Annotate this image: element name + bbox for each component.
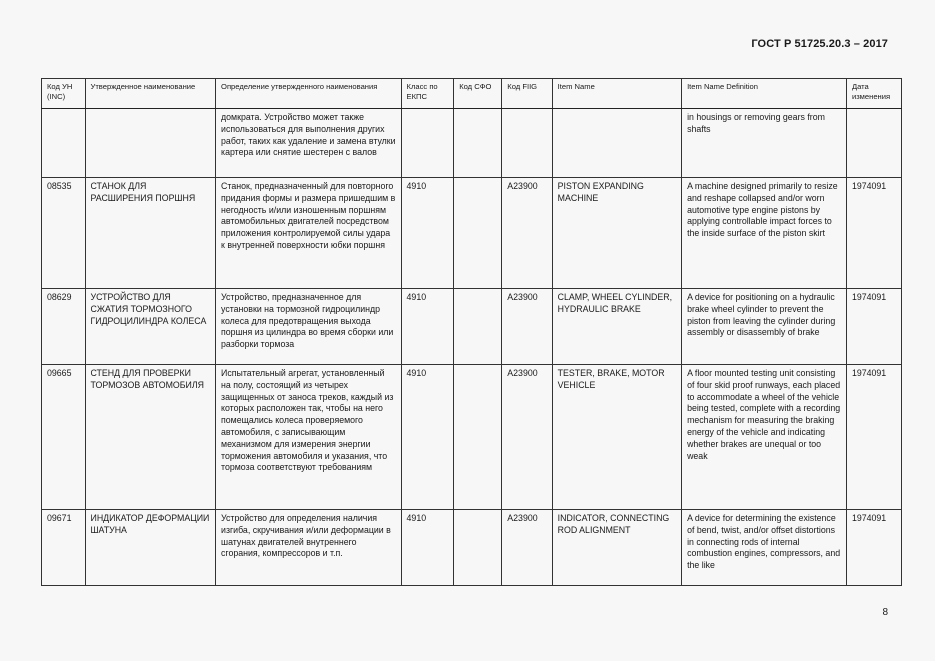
cell-code: 09665 (42, 365, 86, 510)
cell-item-name-definition: A device for positioning on a hydraulic brake wheel cylinder to prevent the piston from leaving the cylinder during assembly or disassembly of brake (682, 289, 847, 365)
header-name: Утвержденное наименование (85, 79, 216, 109)
cell-name (85, 109, 216, 178)
cell-definition: Устройство, предназначенное для установки на тормозной гидроцилиндр колеса для предотвращения выхода поршня из цилиндра во время сборки или разборки тормоза (216, 289, 402, 365)
header-definition: Определение утвержденного наименования (216, 79, 402, 109)
table-row (42, 178, 902, 289)
cell-item-name: PISTON EXPANDING MACHINE (552, 178, 681, 289)
header-date-changed: Дата изменения (846, 79, 901, 109)
cell-code-fiig: A23900 (502, 178, 552, 289)
document-title: ГОСТ Р 51725.20.3 – 2017 (751, 38, 888, 50)
cell-date-changed: 1974091 (846, 178, 901, 289)
cell-definition: домкрата. Устройство может также использоваться для выполнения других работ, таких как удаление и замена втулки картера или снятие шестерен с валов (216, 109, 402, 178)
cell-date-changed: 1974091 (846, 365, 901, 510)
cell-item-name-definition: in housings or removing gears from shafts (682, 109, 847, 178)
cell-code-fiig: A23900 (502, 289, 552, 365)
cell-date-changed (846, 109, 901, 178)
cell-definition: Испытательный агрегат, установленный на полу, состоящий из четырех защищенных от заноса треков, каждый из которых расположен так, чтобы на него помещались колеса проверяемого автомобиля, с записывающим механизмом для измерения энергии торможения автомобиля и указания, что тормоза соответствуют требованиям (216, 365, 402, 510)
cell-class-ekps: 4910 (401, 365, 454, 510)
cell-class-ekps: 4910 (401, 178, 454, 289)
cell-class-ekps (401, 109, 454, 178)
cell-date-changed: 1974091 (846, 510, 901, 586)
cell-item-name (552, 109, 681, 178)
table-row (42, 510, 902, 586)
cell-code-fiig (502, 109, 552, 178)
cell-code-fiig: A23900 (502, 365, 552, 510)
table-row (42, 289, 902, 365)
cell-item-name: INDICATOR, CONNECTING ROD ALIGNMENT (552, 510, 681, 586)
page-number: 8 (882, 607, 888, 618)
cell-code-sfo (454, 109, 502, 178)
cell-code-sfo (454, 510, 502, 586)
table-header-row (42, 79, 902, 109)
cell-item-name: TESTER, BRAKE, MOTOR VEHICLE (552, 365, 681, 510)
cell-code: 08535 (42, 178, 86, 289)
cell-code-sfo (454, 178, 502, 289)
cell-name: СТАНОК ДЛЯ РАСШИРЕНИЯ ПОРШНЯ (85, 178, 216, 289)
cell-name: ИНДИКАТОР ДЕФОРМАЦИИ ШАТУНА (85, 510, 216, 586)
classification-table (41, 78, 902, 586)
cell-class-ekps: 4910 (401, 510, 454, 586)
cell-item-name-definition: A device for determining the existence of bend, twist, and/or offset distortions in connecting rods of internal combustion engines, compressors, and the like (682, 510, 847, 586)
header-code-sfo: Код СФО (454, 79, 502, 109)
header-item-name: Item Name (552, 79, 681, 109)
cell-code (42, 109, 86, 178)
cell-name: УСТРОЙСТВО ДЛЯ СЖАТИЯ ТОРМОЗНОГО ГИДРОЦИЛИНДРА КОЛЕСА (85, 289, 216, 365)
header-class-ekps: Класс по ЕКПС (401, 79, 454, 109)
cell-code-fiig: A23900 (502, 510, 552, 586)
cell-name: СТЕНД ДЛЯ ПРОВЕРКИ ТОРМОЗОВ АВТОМОБИЛЯ (85, 365, 216, 510)
cell-code: 08629 (42, 289, 86, 365)
header-item-name-definition: Item Name Definition (682, 79, 847, 109)
cell-definition: Станок, предназначенный для повторного придания формы и размера пришедшим в негодность и/или изношенным поршням автомобильных двигателей посредством приложения контролируемой силы удара к внутренней поверхности юбки поршня (216, 178, 402, 289)
header-code-fiig: Код FIIG (502, 79, 552, 109)
cell-item-name: CLAMP, WHEEL CYLINDER, HYDRAULIC BRAKE (552, 289, 681, 365)
table-row (42, 109, 902, 178)
cell-date-changed: 1974091 (846, 289, 901, 365)
cell-item-name-definition: A machine designed primarily to resize and reshape collapsed and/or worn automotive type engine pistons by applying controllable impact forces to the inside surface of the piston skirt (682, 178, 847, 289)
cell-item-name-definition: A floor mounted testing unit consisting of four skid proof runways, each placed to accommodate a wheel of the vehicle being tested, complete with a recording mechanism for measuring the braking energy of the vehicle and indicating whether brakes are unequal or too weak (682, 365, 847, 510)
cell-definition: Устройство для определения наличия изгиба, скручивания и/или деформации в шатунах двигателей внутреннего сгорания, компрессоров и т.п. (216, 510, 402, 586)
cell-code: 09671 (42, 510, 86, 586)
cell-code-sfo (454, 365, 502, 510)
header-code: Код УН (INC) (42, 79, 86, 109)
cell-code-sfo (454, 289, 502, 365)
cell-class-ekps: 4910 (401, 289, 454, 365)
table-row (42, 365, 902, 510)
